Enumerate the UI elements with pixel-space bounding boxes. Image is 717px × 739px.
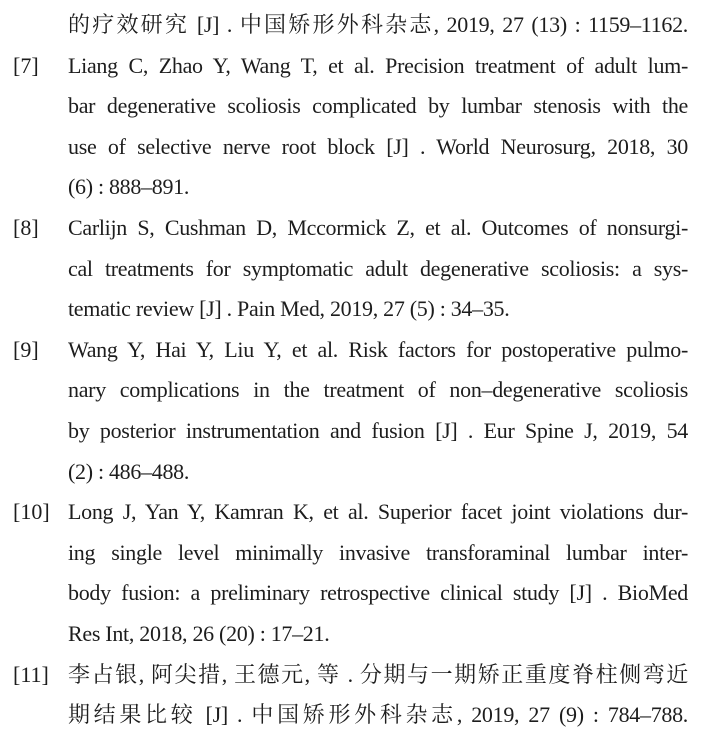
- reference-text: [68, 330, 688, 492]
- reference-number: [9]: [13, 336, 39, 362]
- reference-line: nary complications in the treatment of non–degenerative scoliosis: [68, 377, 688, 403]
- reference-line: 李占银, 阿尖措, 王德元, 等 . 分期与一期矫正重度脊柱侧弯近: [68, 661, 688, 687]
- reference-line: by posterior instrumentation and fusion [J] . Eur Spine J, 2019, 54: [68, 417, 688, 443]
- reference-text: [68, 46, 688, 208]
- reference-line: Wang Y, Hai Y, Liu Y, et al. Risk factors for postoperative pulmo-: [68, 336, 688, 362]
- reference-item: [0, 655, 717, 736]
- reference-line: use of selective nerve root block [J] . World Neurosurg, 2018, 30: [68, 133, 688, 159]
- reference-item: [0, 492, 717, 654]
- reference-line: 的疗效研究 [J] . 中国矫形外科杂志, 2019, 27 (13) : 1159–1162.: [68, 12, 688, 37]
- reference-item: [0, 330, 717, 492]
- reference-number: [10]: [13, 499, 50, 525]
- reference-line: (6) : 888–891.: [68, 174, 190, 200]
- reference-text: [68, 492, 688, 654]
- reference-line: Carlijn S, Cushman D, Mccormick Z, et al. Outcomes of nonsurgi-: [68, 214, 688, 240]
- reference-line: body fusion: a preliminary retrospective clinical study [J] . BioMed: [68, 580, 688, 606]
- reference-line: (2) : 486–488.: [68, 458, 190, 484]
- reference-number: [7]: [13, 52, 39, 78]
- reference-line: Long J, Yan Y, Kamran K, et al. Superior facet joint violations dur-: [68, 499, 688, 525]
- reference-number: [11]: [13, 661, 49, 687]
- reference-text: [68, 5, 688, 46]
- reference-item: [0, 46, 717, 208]
- reference-item: [0, 5, 717, 46]
- reference-text: [68, 655, 688, 736]
- reference-line: cal treatments for symptomatic adult degenerative scoliosis: a sys-: [68, 255, 688, 281]
- reference-line: 期结果比较 [J] . 中国矫形外科杂志, 2019, 27 (9) : 784–788.: [68, 702, 688, 728]
- reference-item: [0, 208, 717, 330]
- reference-line: ing single level minimally invasive transforaminal lumbar inter-: [68, 539, 688, 565]
- reference-number: [8]: [13, 214, 39, 240]
- reference-line: Liang C, Zhao Y, Wang T, et al. Precision treatment of adult lum-: [68, 52, 688, 78]
- reference-line: bar degenerative scoliosis complicated by lumbar stenosis with the: [68, 93, 688, 119]
- reference-text: [68, 208, 688, 330]
- reference-line: Res Int, 2018, 26 (20) : 17–21.: [68, 620, 330, 646]
- reference-line: tematic review [J] . Pain Med, 2019, 27 (5) : 34–35.: [68, 296, 510, 322]
